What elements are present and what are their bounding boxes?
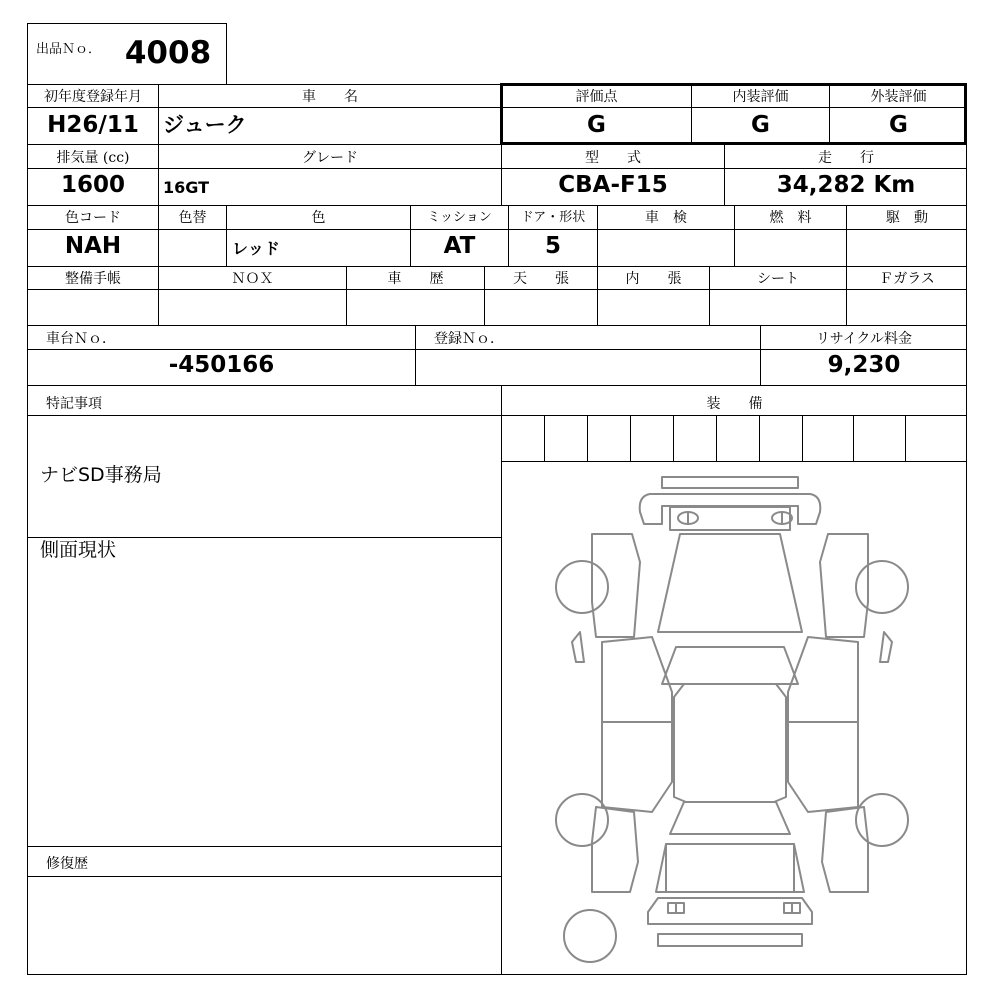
equipment-cell-divider [673, 415, 674, 461]
color-value: レッド [232, 239, 280, 258]
trunk-outline [656, 844, 804, 892]
row3-bottom [27, 266, 967, 267]
score-label: 評価点 [575, 89, 618, 105]
row3-label-divider [27, 229, 967, 230]
rear-fender-left-outline [592, 807, 638, 892]
first-reg-label: 初年度登録年月 [44, 89, 142, 105]
displacement-value: 1600 [60, 172, 125, 198]
row2-label-divider [27, 168, 967, 169]
row5-label-divider [27, 349, 967, 350]
equipment-cell-divider [716, 415, 717, 461]
glass-label: Ｆガラス [879, 271, 935, 287]
spare-tire-icon [564, 910, 616, 962]
front-fender-right-outline [820, 534, 868, 637]
wheel-front-right-icon [856, 561, 908, 613]
interior-score-label: 内装評価 [732, 89, 789, 105]
score-value: G [587, 112, 606, 138]
notes-label: 特記事項 [46, 396, 102, 412]
mileage-label: 走 行 [818, 150, 874, 166]
front-bumper-outline [640, 494, 821, 524]
row4-bottom [27, 325, 967, 326]
rear-bumper-outline [648, 898, 812, 924]
right-front-door-outline [788, 637, 858, 722]
wheel-rear-left-icon [556, 794, 608, 846]
exterior-score-value: G [889, 112, 908, 138]
drive-label: 駆 動 [886, 210, 928, 226]
side-status-bottom [27, 846, 501, 847]
history-label: 車 歴 [387, 271, 444, 287]
row5-v1 [415, 325, 416, 385]
interior-score-value: G [751, 112, 770, 138]
equipment-cell-divider [802, 415, 803, 461]
equipment-cell-divider [853, 415, 854, 461]
roof-outline [674, 684, 786, 802]
car-damage-diagram [502, 462, 966, 974]
recycle-label: リサイクル料金 [815, 331, 913, 347]
chassis-value: -450166 [168, 352, 275, 378]
side-status-label: 側面現状 [40, 539, 117, 561]
displacement-label: 排気量 (cc) [56, 150, 130, 166]
rear-window-outline [670, 802, 790, 834]
row2-bottom [27, 205, 967, 206]
rear-bumper-lower-outline [658, 934, 802, 946]
roof-label: 天 張 [513, 271, 569, 287]
color-label: 色 [311, 210, 326, 226]
transmission-value: AT [443, 233, 476, 259]
doors-label: ドア・形状 [520, 210, 586, 225]
first-reg-value: H26/11 [47, 112, 139, 138]
car-name-value: ジューク [163, 113, 247, 137]
inspection-label: 車 検 [645, 210, 687, 226]
maintenance-label: 整備手帳 [65, 271, 121, 287]
doors-value: 5 [544, 233, 561, 259]
trunk-lid-outline [666, 844, 794, 892]
transmission-label: ミッション [427, 210, 492, 225]
interior-trim-label: 内 張 [625, 271, 682, 287]
mirror-left-icon [572, 632, 584, 662]
color-code-value: NAH [64, 233, 122, 259]
registration-label: 登録Ｎｏ． [434, 331, 504, 347]
car-name-label: 車 名 [302, 89, 358, 105]
equipment-cell-divider [905, 415, 906, 461]
repair-header-bottom [27, 876, 501, 877]
wheel-rear-right-icon [856, 794, 908, 846]
repair-history-label: 修復歴 [46, 856, 88, 872]
row4-label-divider [27, 289, 967, 290]
right-rear-door-outline [788, 722, 858, 812]
notes-text: ナビSD事務局 [40, 464, 162, 486]
notes-header-bottom [27, 415, 967, 416]
nox-label: ＮＯＸ [231, 271, 274, 287]
left-rear-door-outline [602, 722, 672, 812]
front-fender-left-outline [592, 534, 640, 637]
equipment-cell-divider [630, 415, 631, 461]
repaint-label: 色替 [178, 210, 207, 226]
lot-number-value: 4008 [124, 35, 212, 71]
front-bumper-outline [662, 477, 798, 488]
windshield-outline [662, 647, 798, 684]
left-front-door-outline [602, 637, 672, 722]
model-value: CBA-F15 [558, 172, 668, 198]
seat-label: シート [757, 271, 799, 287]
recycle-value: 9,230 [827, 352, 901, 378]
lot-number-label: 出品Ｎｏ． [36, 42, 102, 57]
model-label: 型 式 [585, 150, 641, 166]
grade-value: 16GT [163, 178, 210, 197]
hood-outline [658, 534, 802, 632]
rear-fender-right-outline [822, 807, 868, 892]
mileage-value: 34,282 Km [776, 172, 916, 198]
grade-label: グレード [302, 150, 358, 166]
mirror-right-icon [880, 632, 892, 662]
wheel-front-left-icon [556, 561, 608, 613]
exterior-score-label: 外装評価 [870, 89, 927, 105]
row5-bottom [27, 385, 967, 386]
equipment-cell-divider [759, 415, 760, 461]
color-code-label: 色コード [65, 210, 121, 226]
chassis-label: 車台Ｎｏ． [46, 331, 116, 347]
fuel-label: 燃 料 [769, 210, 812, 226]
equipment-cell-divider [587, 415, 588, 461]
equipment-label: 装 備 [706, 396, 763, 412]
equipment-cell-divider [544, 415, 545, 461]
